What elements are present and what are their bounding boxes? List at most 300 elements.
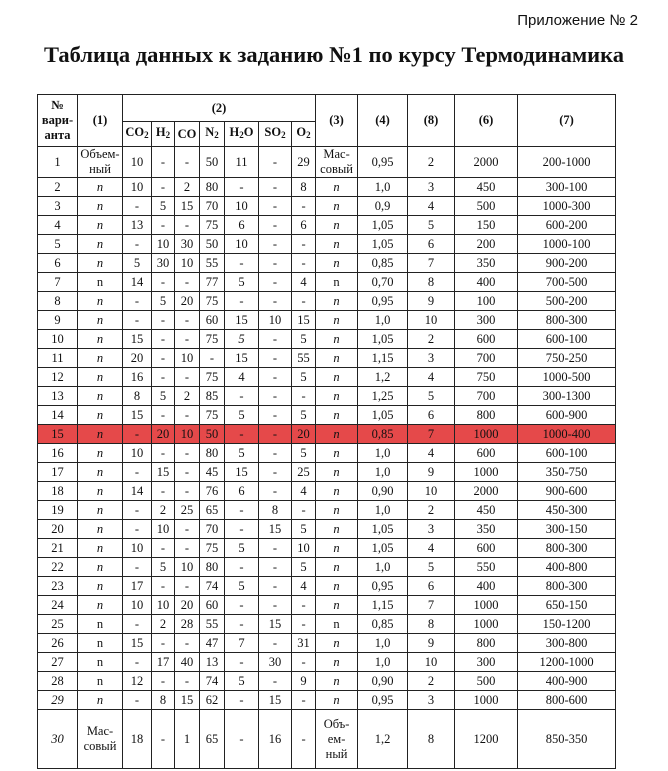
- table-cell: -: [152, 577, 175, 596]
- table-row: [38, 444, 616, 463]
- table-cell: 4: [292, 577, 316, 596]
- table-cell: 13: [123, 216, 152, 235]
- table-cell: 10: [225, 235, 259, 254]
- table-cell: 5: [152, 387, 175, 406]
- table-cell: -: [259, 147, 292, 178]
- table-cell: -: [225, 710, 259, 769]
- table-cell: 750-250: [518, 349, 616, 368]
- table-cell: n: [316, 520, 358, 539]
- table-cell: 1200-1000: [518, 653, 616, 672]
- table-cell: 5: [408, 558, 455, 577]
- table-cell: 80: [200, 178, 225, 197]
- table-cell: -: [225, 425, 259, 444]
- table-cell: -: [123, 615, 152, 634]
- table-cell: 7: [408, 254, 455, 273]
- table-cell: 1000: [455, 615, 518, 634]
- table-cell: -: [225, 178, 259, 197]
- table-cell: 1000-500: [518, 368, 616, 387]
- table-cell: 2: [408, 501, 455, 520]
- table-cell: 50: [200, 425, 225, 444]
- table-cell: 10: [175, 425, 200, 444]
- table-cell: 15: [123, 634, 152, 653]
- table-cell: -: [225, 691, 259, 710]
- table-cell: -: [152, 710, 175, 769]
- table-cell: n: [316, 273, 358, 292]
- table-cell: -: [175, 147, 200, 178]
- table-cell: 5: [225, 273, 259, 292]
- table-cell: -: [259, 463, 292, 482]
- table-cell: -: [259, 216, 292, 235]
- table-cell: 4: [408, 539, 455, 558]
- table-cell: 10: [175, 558, 200, 577]
- table-cell: 15: [123, 406, 152, 425]
- table-cell: n: [78, 444, 123, 463]
- table-cell: 5: [292, 330, 316, 349]
- header-col-3: (3): [316, 95, 358, 147]
- table-cell: 76: [200, 482, 225, 501]
- table-cell: -: [292, 197, 316, 216]
- table-cell: 75: [200, 216, 225, 235]
- table-cell: n: [78, 292, 123, 311]
- table-cell: 0,85: [358, 254, 408, 273]
- table-cell: -: [292, 501, 316, 520]
- table-cell: 400-900: [518, 672, 616, 691]
- table-row: [38, 634, 616, 653]
- table-cell: 10: [123, 539, 152, 558]
- table-cell: 75: [200, 330, 225, 349]
- table-cell: 15: [259, 615, 292, 634]
- table-cell: 65: [200, 710, 225, 769]
- table-cell: 14: [123, 273, 152, 292]
- table-cell: -: [259, 444, 292, 463]
- table-cell: -: [259, 178, 292, 197]
- table-cell: 800: [455, 634, 518, 653]
- table-cell: 600-900: [518, 406, 616, 425]
- table-cell: -: [175, 463, 200, 482]
- table-cell: n: [78, 615, 123, 634]
- table-cell: 800-300: [518, 311, 616, 330]
- table-cell: 10: [152, 520, 175, 539]
- table-cell: -: [175, 672, 200, 691]
- table-cell: 10: [408, 311, 455, 330]
- table-cell: 5: [292, 406, 316, 425]
- table-cell: n: [78, 482, 123, 501]
- table-cell: 600-100: [518, 444, 616, 463]
- table-cell: 500: [455, 672, 518, 691]
- table-cell: n: [316, 216, 358, 235]
- table-cell: 5: [292, 444, 316, 463]
- table-cell: -: [175, 482, 200, 501]
- table-cell: n: [78, 235, 123, 254]
- table-cell: -: [152, 330, 175, 349]
- table-cell: 8: [123, 387, 152, 406]
- table-cell: n: [316, 406, 358, 425]
- table-cell: 80: [200, 444, 225, 463]
- table-cell: 20: [175, 292, 200, 311]
- table-cell: 650-150: [518, 596, 616, 615]
- table-cell: 1,0: [358, 501, 408, 520]
- table-cell: 1000: [455, 691, 518, 710]
- table-cell: -: [225, 520, 259, 539]
- table-cell: 21: [38, 539, 78, 558]
- table-cell: 75: [200, 292, 225, 311]
- table-cell: 9: [408, 292, 455, 311]
- table-cell: -: [225, 596, 259, 615]
- table-cell: 400: [455, 577, 518, 596]
- header-gas: $H_2O$: [225, 122, 259, 147]
- table-cell: -: [152, 216, 175, 235]
- table-row: [38, 197, 616, 216]
- table-cell: 25: [38, 615, 78, 634]
- table-cell: 18: [38, 482, 78, 501]
- table-cell: 2: [408, 672, 455, 691]
- table-cell: Мас- совый: [316, 147, 358, 178]
- table-cell: 1,0: [358, 178, 408, 197]
- table-cell: -: [152, 147, 175, 178]
- table-cell: 55: [200, 254, 225, 273]
- table-cell: 15: [152, 463, 175, 482]
- table-cell: -: [292, 691, 316, 710]
- table-cell: 10: [175, 254, 200, 273]
- table-cell: 5: [292, 520, 316, 539]
- table-cell: n: [78, 330, 123, 349]
- table-cell: n: [78, 197, 123, 216]
- table-cell: n: [316, 292, 358, 311]
- table-cell: 29: [292, 147, 316, 178]
- table-cell: 13: [38, 387, 78, 406]
- table-cell: 29: [38, 691, 78, 710]
- table-cell: -: [152, 368, 175, 387]
- table-cell: -: [123, 691, 152, 710]
- table-cell: 3: [38, 197, 78, 216]
- table-cell: -: [292, 710, 316, 769]
- table-cell: 10: [259, 311, 292, 330]
- table-cell: -: [152, 539, 175, 558]
- header-gas: $CO_2$: [123, 122, 152, 147]
- table-cell: 13: [200, 653, 225, 672]
- table-cell: 1000: [455, 425, 518, 444]
- table-cell: 5: [408, 216, 455, 235]
- table-cell: 15: [259, 691, 292, 710]
- table-cell: 800-600: [518, 691, 616, 710]
- table-cell: n: [316, 387, 358, 406]
- table-cell: 1,0: [358, 558, 408, 577]
- table-cell: 2000: [455, 482, 518, 501]
- table-cell: n: [316, 558, 358, 577]
- table-cell: 75: [200, 539, 225, 558]
- table-cell: -: [152, 444, 175, 463]
- table-cell: 15: [225, 311, 259, 330]
- table-cell: 1,05: [358, 235, 408, 254]
- table-cell: 5: [225, 672, 259, 691]
- table-cell: 14: [123, 482, 152, 501]
- table-cell: n: [78, 387, 123, 406]
- table-cell: 5: [38, 235, 78, 254]
- table-cell: -: [225, 292, 259, 311]
- table-cell: 350-750: [518, 463, 616, 482]
- table-cell: -: [152, 634, 175, 653]
- table-cell: 900-200: [518, 254, 616, 273]
- table-cell: -: [123, 292, 152, 311]
- table-cell: n: [78, 634, 123, 653]
- table-row: [38, 216, 616, 235]
- table-cell: 2: [175, 178, 200, 197]
- table-cell: 2: [38, 178, 78, 197]
- table-cell: n: [316, 577, 358, 596]
- table-cell: 1000: [455, 463, 518, 482]
- table-cell: 40: [175, 653, 200, 672]
- table-cell: 15: [123, 330, 152, 349]
- table-cell: -: [292, 254, 316, 273]
- table-cell: 400: [455, 273, 518, 292]
- table-cell: n: [78, 520, 123, 539]
- table-cell: 10: [225, 197, 259, 216]
- table-cell: 30: [152, 254, 175, 273]
- table-cell: -: [259, 406, 292, 425]
- table-cell: 20: [175, 596, 200, 615]
- table-cell: n: [78, 653, 123, 672]
- table-cell: 150-1200: [518, 615, 616, 634]
- table-cell: 10: [175, 349, 200, 368]
- table-cell: 1,0: [358, 653, 408, 672]
- table-row: [38, 482, 616, 501]
- table-cell: -: [259, 482, 292, 501]
- table-cell: 12: [123, 672, 152, 691]
- table-cell: 5: [152, 558, 175, 577]
- table-cell: 5: [225, 330, 259, 349]
- table-cell: 7: [408, 425, 455, 444]
- table-cell: n: [316, 463, 358, 482]
- table-cell: 4: [38, 216, 78, 235]
- table-cell: 10: [152, 235, 175, 254]
- table-cell: 700: [455, 387, 518, 406]
- table-cell: -: [123, 311, 152, 330]
- table-cell: 6: [408, 577, 455, 596]
- table-cell: n: [316, 615, 358, 634]
- table-cell: 1000-100: [518, 235, 616, 254]
- table-cell: -: [292, 292, 316, 311]
- table-cell: 28: [38, 672, 78, 691]
- table-cell: n: [316, 444, 358, 463]
- table-cell: 500: [455, 197, 518, 216]
- table-cell: n: [316, 425, 358, 444]
- table-cell: 8: [408, 273, 455, 292]
- table-cell: 1,05: [358, 539, 408, 558]
- table-cell: -: [175, 330, 200, 349]
- table-cell: 10: [123, 596, 152, 615]
- table-cell: 700-500: [518, 273, 616, 292]
- table-cell: -: [259, 387, 292, 406]
- table-cell: 8: [408, 710, 455, 769]
- table-row: [38, 710, 616, 769]
- table-cell: 1,2: [358, 368, 408, 387]
- table-cell: -: [259, 577, 292, 596]
- table-cell: n: [316, 349, 358, 368]
- table-cell: 0,85: [358, 425, 408, 444]
- table-cell: 5: [152, 197, 175, 216]
- table-cell: -: [152, 482, 175, 501]
- table-cell: -: [123, 463, 152, 482]
- table-cell: 65: [200, 501, 225, 520]
- table-cell: -: [175, 273, 200, 292]
- table-cell: 20: [152, 425, 175, 444]
- table-cell: -: [175, 368, 200, 387]
- table-cell: 2: [408, 147, 455, 178]
- table-cell: 77: [200, 273, 225, 292]
- table-cell: -: [152, 406, 175, 425]
- table-cell: 15: [175, 197, 200, 216]
- table-cell: 2: [152, 501, 175, 520]
- table-cell: 50: [200, 147, 225, 178]
- table-cell: 1,15: [358, 349, 408, 368]
- table-cell: 550: [455, 558, 518, 577]
- table-cell: 6: [225, 216, 259, 235]
- table-cell: -: [225, 653, 259, 672]
- table-cell: 6: [292, 216, 316, 235]
- table-cell: 23: [38, 577, 78, 596]
- table-cell: 500-200: [518, 292, 616, 311]
- table-cell: 16: [259, 710, 292, 769]
- table-cell: 25: [175, 501, 200, 520]
- table-row: [38, 596, 616, 615]
- table-cell: 1,15: [358, 596, 408, 615]
- table-cell: 0,9: [358, 197, 408, 216]
- table-cell: 1,05: [358, 330, 408, 349]
- table-cell: 1,05: [358, 406, 408, 425]
- table-cell: 1,05: [358, 520, 408, 539]
- table-cell: 10: [408, 653, 455, 672]
- table-cell: 7: [408, 596, 455, 615]
- table-cell: 15: [38, 425, 78, 444]
- table-cell: 300-150: [518, 520, 616, 539]
- table-cell: -: [175, 406, 200, 425]
- header-variant: № вари- анта: [38, 95, 78, 147]
- table-cell: Мас- совый: [78, 710, 123, 769]
- table-cell: 55: [292, 349, 316, 368]
- table-cell: -: [175, 520, 200, 539]
- table-cell: -: [259, 558, 292, 577]
- table-cell: 5: [123, 254, 152, 273]
- table-cell: 300-800: [518, 634, 616, 653]
- table-row: [38, 273, 616, 292]
- table-cell: 5: [292, 558, 316, 577]
- table-cell: 80: [200, 558, 225, 577]
- table-cell: -: [152, 273, 175, 292]
- table-cell: 6: [408, 235, 455, 254]
- table-cell: -: [225, 387, 259, 406]
- table-cell: -: [259, 634, 292, 653]
- table-cell: 5: [408, 387, 455, 406]
- table-cell: -: [225, 558, 259, 577]
- table-cell: n: [316, 254, 358, 273]
- table-cell: n: [316, 539, 358, 558]
- table-cell: n: [78, 501, 123, 520]
- table-cell: 8: [38, 292, 78, 311]
- table-cell: 8: [292, 178, 316, 197]
- header-row-1: [38, 95, 616, 122]
- table-row: [38, 691, 616, 710]
- table-cell: n: [78, 178, 123, 197]
- table-cell: -: [292, 596, 316, 615]
- table-cell: -: [123, 558, 152, 577]
- table-cell: 27: [38, 653, 78, 672]
- table-cell: 10: [123, 178, 152, 197]
- table-cell: 10: [38, 330, 78, 349]
- table-row: [38, 425, 616, 444]
- table-cell: -: [123, 425, 152, 444]
- table-cell: 3: [408, 691, 455, 710]
- table-cell: n: [316, 235, 358, 254]
- table-cell: -: [175, 311, 200, 330]
- table-cell: 1200: [455, 710, 518, 769]
- table-cell: 5: [292, 368, 316, 387]
- table-cell: 7: [38, 273, 78, 292]
- table-cell: 70: [200, 197, 225, 216]
- table-cell: 0,95: [358, 292, 408, 311]
- table-cell: 1,0: [358, 634, 408, 653]
- table-cell: 450: [455, 178, 518, 197]
- table-cell: 7: [225, 634, 259, 653]
- table-row: [38, 292, 616, 311]
- header-gas: $N_2$: [200, 122, 225, 147]
- table-cell: -: [259, 349, 292, 368]
- table-cell: 8: [152, 691, 175, 710]
- table-cell: n: [78, 425, 123, 444]
- table-cell: 60: [200, 596, 225, 615]
- table-cell: 1,05: [358, 216, 408, 235]
- table-cell: 74: [200, 672, 225, 691]
- table-cell: 60: [200, 311, 225, 330]
- table-cell: -: [259, 292, 292, 311]
- table-cell: 900-600: [518, 482, 616, 501]
- table-row: [38, 672, 616, 691]
- table-cell: 5: [225, 577, 259, 596]
- table-cell: 10: [408, 482, 455, 501]
- table-cell: Объем- ный: [78, 147, 123, 178]
- table-cell: 15: [259, 520, 292, 539]
- table-row: [38, 653, 616, 672]
- table-cell: 10: [292, 539, 316, 558]
- table-cell: n: [78, 539, 123, 558]
- table-cell: 10: [152, 596, 175, 615]
- table-cell: n: [78, 311, 123, 330]
- table-cell: 300: [455, 311, 518, 330]
- table-cell: 10: [123, 444, 152, 463]
- table-cell: -: [259, 254, 292, 273]
- table-cell: 0,70: [358, 273, 408, 292]
- table-cell: 15: [175, 691, 200, 710]
- table-cell: 70: [200, 520, 225, 539]
- header-col-4: (4): [358, 95, 408, 147]
- table-row: [38, 463, 616, 482]
- table-cell: 11: [38, 349, 78, 368]
- table-cell: n: [78, 349, 123, 368]
- table-cell: 31: [292, 634, 316, 653]
- table-cell: 1: [175, 710, 200, 769]
- table-cell: 22: [38, 558, 78, 577]
- table-cell: 3: [408, 178, 455, 197]
- table-cell: n: [316, 178, 358, 197]
- table-cell: 300: [455, 653, 518, 672]
- table-cell: 600-200: [518, 216, 616, 235]
- table-cell: 800-300: [518, 539, 616, 558]
- table-cell: 11: [225, 147, 259, 178]
- table-cell: 0,95: [358, 577, 408, 596]
- table-cell: -: [123, 235, 152, 254]
- table-cell: n: [316, 197, 358, 216]
- table-cell: n: [78, 463, 123, 482]
- table-cell: -: [259, 425, 292, 444]
